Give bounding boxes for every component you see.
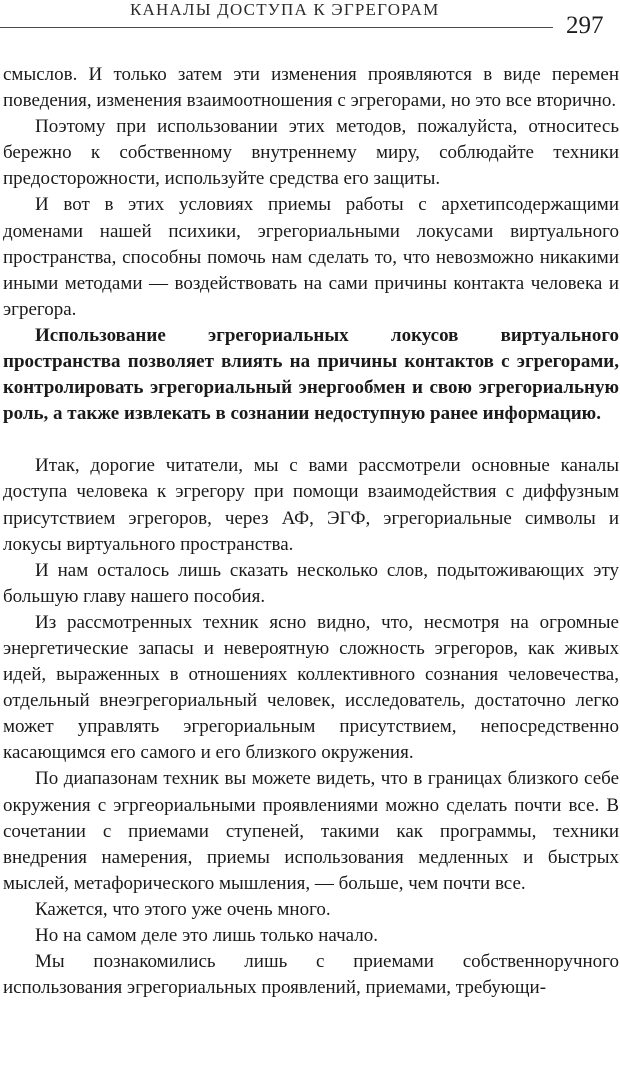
- running-title: КАНАЛЫ ДОСТУПА К ЭГРЕГОРАМ: [130, 0, 440, 19]
- paragraph-6: И нам осталось лишь сказать несколько слов, подытоживающих эту большую главу нашего пособия.: [3, 559, 619, 607]
- paragraph-3: И вот в этих условиях приемы работы с архетипсодержащими доменами нашей психики, эгрегориальными локусами виртуального пространства, способны помочь нам сделать то, что невозможно никакими иными методами — воздействовать на сами причины контакта человека и эгрегора.: [3, 194, 619, 320]
- paragraph-10: Но на самом деле это лишь только начало.: [35, 925, 378, 946]
- paragraph-2: Поэтому при использовании этих методов, пожалуйста, относитесь бережно к собственному внутреннему миру, соблюдайте техники предосторожности, используйте средства его защиты.: [3, 116, 619, 190]
- bold-summary-paragraph: Использование эгрегориальных локусов виртуального пространства позволяет влиять на причины контактов с эгрегорами, контролировать эгрегориальный энергообмен и свою эгрегориальную роль, а также извлекать в сознании недоступную ранее информацию.: [3, 324, 619, 425]
- page-number: 297: [566, 12, 604, 39]
- paragraph-5: Итак, дорогие читатели, мы с вами рассмотрели основные каналы доступа человека к эгрегору при помощи взаимодействия с диффузным присутствием эгрегоров, через АФ, ЭГФ, эгрегориальные символы и локусы виртуального пространства.: [3, 455, 619, 555]
- page-header: [0, 0, 620, 46]
- paragraph-8: По диапазонам техник вы можете видеть, что в границах близкого себе окружения с эгргеориальными проявлениями можно сделать почти все. В сочетании с приемами ступеней, такими как программы, техники внедрения намерения, приемы использования медленных и быстрых мыслей, метафорического мышления, — больше, чем почти все.: [3, 768, 619, 894]
- header-rule: [0, 27, 553, 28]
- paragraph-7: Из рассмотренных техник ясно видно, что, несмотря на огромные энергетические запасы и невероятную сложность эгрегоров, как живых идей, выраженных в отношениях коллективного сознания человечества, отдельный внеэгрегориальный человек, исследователь, достаточно легко может управлять эгрегориальным присутствием, непосредственно касающимся его самого и его близкого окружения.: [3, 611, 619, 764]
- paragraph-9: Кажется, что этого уже очень много.: [35, 898, 331, 920]
- paragraph-1: смыслов. И только затем эти изменения проявляются в виде перемен поведения, изменения взаимоотношения с эгрегорами, но это все вторично.: [3, 64, 619, 112]
- body-text: [3, 62, 619, 1001]
- paragraph-11: Мы познакомились лишь с приемами собственноручного использования эгрегориальных проявлений, приемами, требующи-: [3, 951, 619, 999]
